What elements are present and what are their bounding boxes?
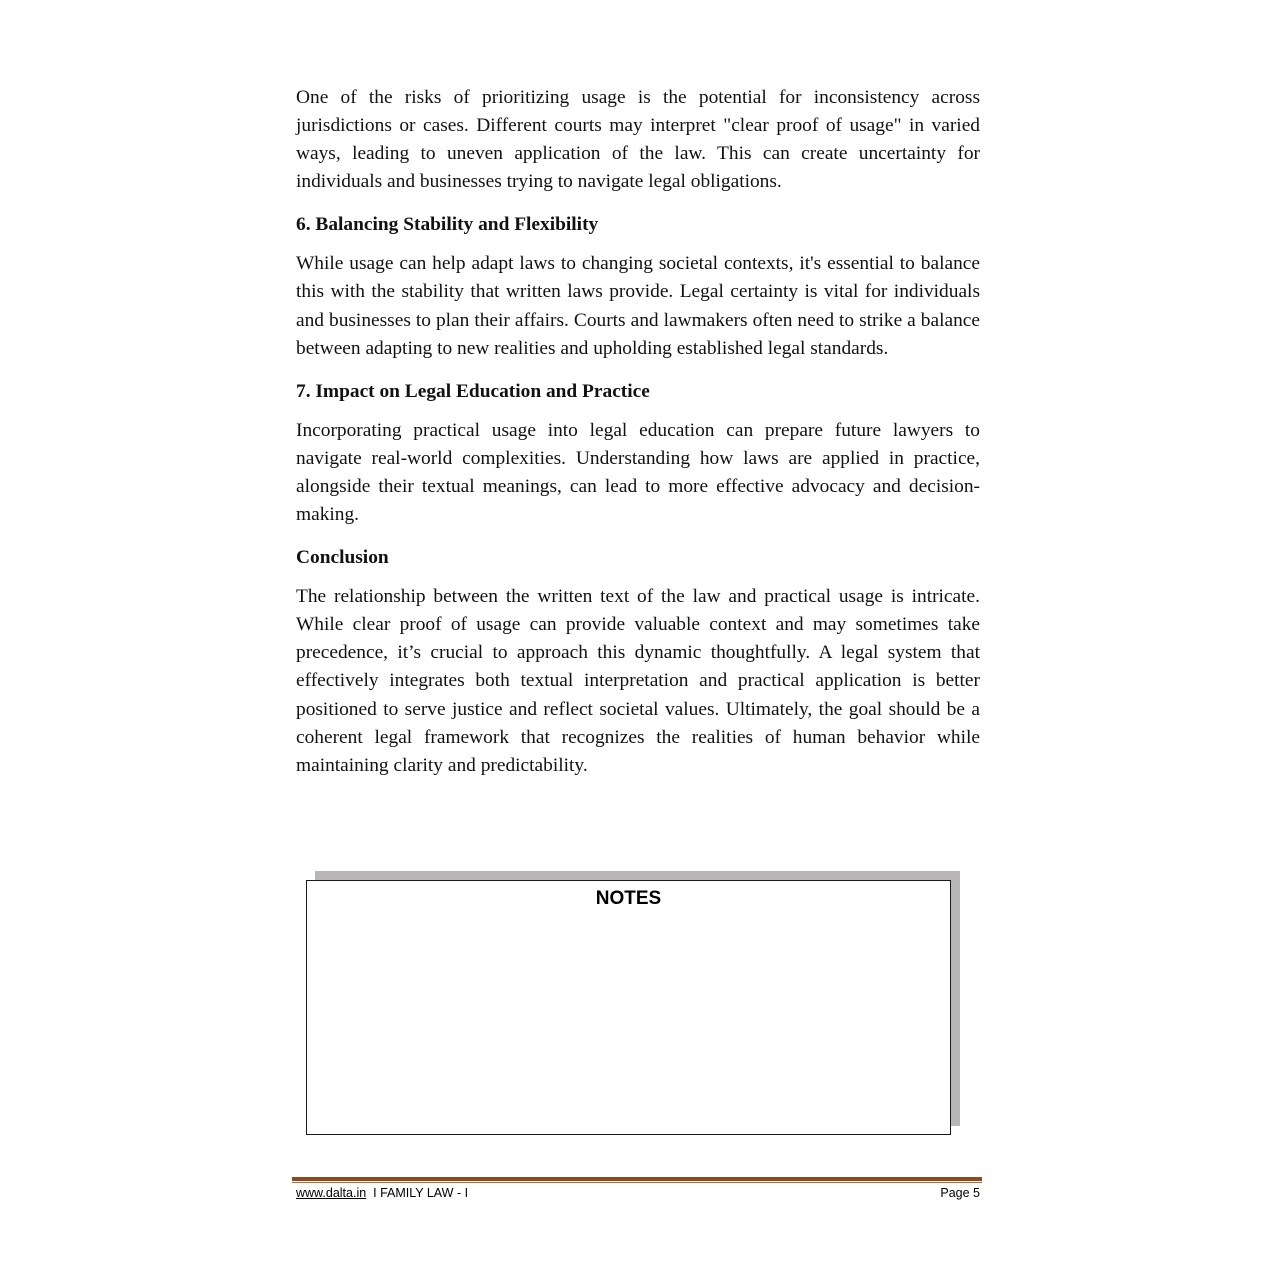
conclusion-paragraph: The relationship between the written text of the law and practical usage is intricate. While clear proof of usage can provide valuable context and may sometimes take precedence, it’s crucial to approach this dynamic thoughtfully. A legal system that effectively integrates both textual interpretation and practical application is better positioned to serve justice and reflect societal values. Ultimately, the goal should be a coherent legal framework that recognizes the realities of human behavior while maintaining clarity and predictability. xyxy=(296,586,980,776)
section-6-heading: 6. Balancing Stability and Flexibility xyxy=(296,214,599,236)
notes-title: NOTES xyxy=(595,888,662,909)
section-7-heading: 7. Impact on Legal Education and Practice xyxy=(296,380,650,402)
footer-website-link[interactable]: www.dalta.in xyxy=(296,1186,367,1200)
footer-page-number: Page 5 xyxy=(940,1186,980,1200)
conclusion-heading: Conclusion xyxy=(296,547,389,569)
section-7-paragraph: Incorporating practical usage into legal education can prepare future lawyers to navigate real-world complexities. Understanding how laws are applied in practice, alongside their textual meanings, can lead to more effective advocacy and decision-making. xyxy=(296,419,980,526)
footer-rule xyxy=(292,1177,982,1181)
page-body xyxy=(296,84,980,795)
footer-course-title: I FAMILY LAW - I xyxy=(366,1186,469,1200)
footer-left xyxy=(296,1186,468,1200)
intro-paragraph: One of the risks of prioritizing usage is the potential for inconsistency across jurisdictions or cases. Different courts may interpret "clear proof of usage" in varied ways, leading to uneven application of the law. This can create uncertainty for individuals and businesses trying to navigate legal obligations. xyxy=(296,87,980,193)
notes-box xyxy=(306,880,951,1135)
footer-rule-thin xyxy=(292,1182,982,1183)
section-6-paragraph: While usage can help adapt laws to changing societal contexts, it's essential to balance this with the stability that written laws provide. Legal certainty is vital for individuals and businesses to plan their affairs. Courts and lawmakers often need to strike a balance between adapting to new realities and upholding established legal standards. xyxy=(296,253,980,359)
